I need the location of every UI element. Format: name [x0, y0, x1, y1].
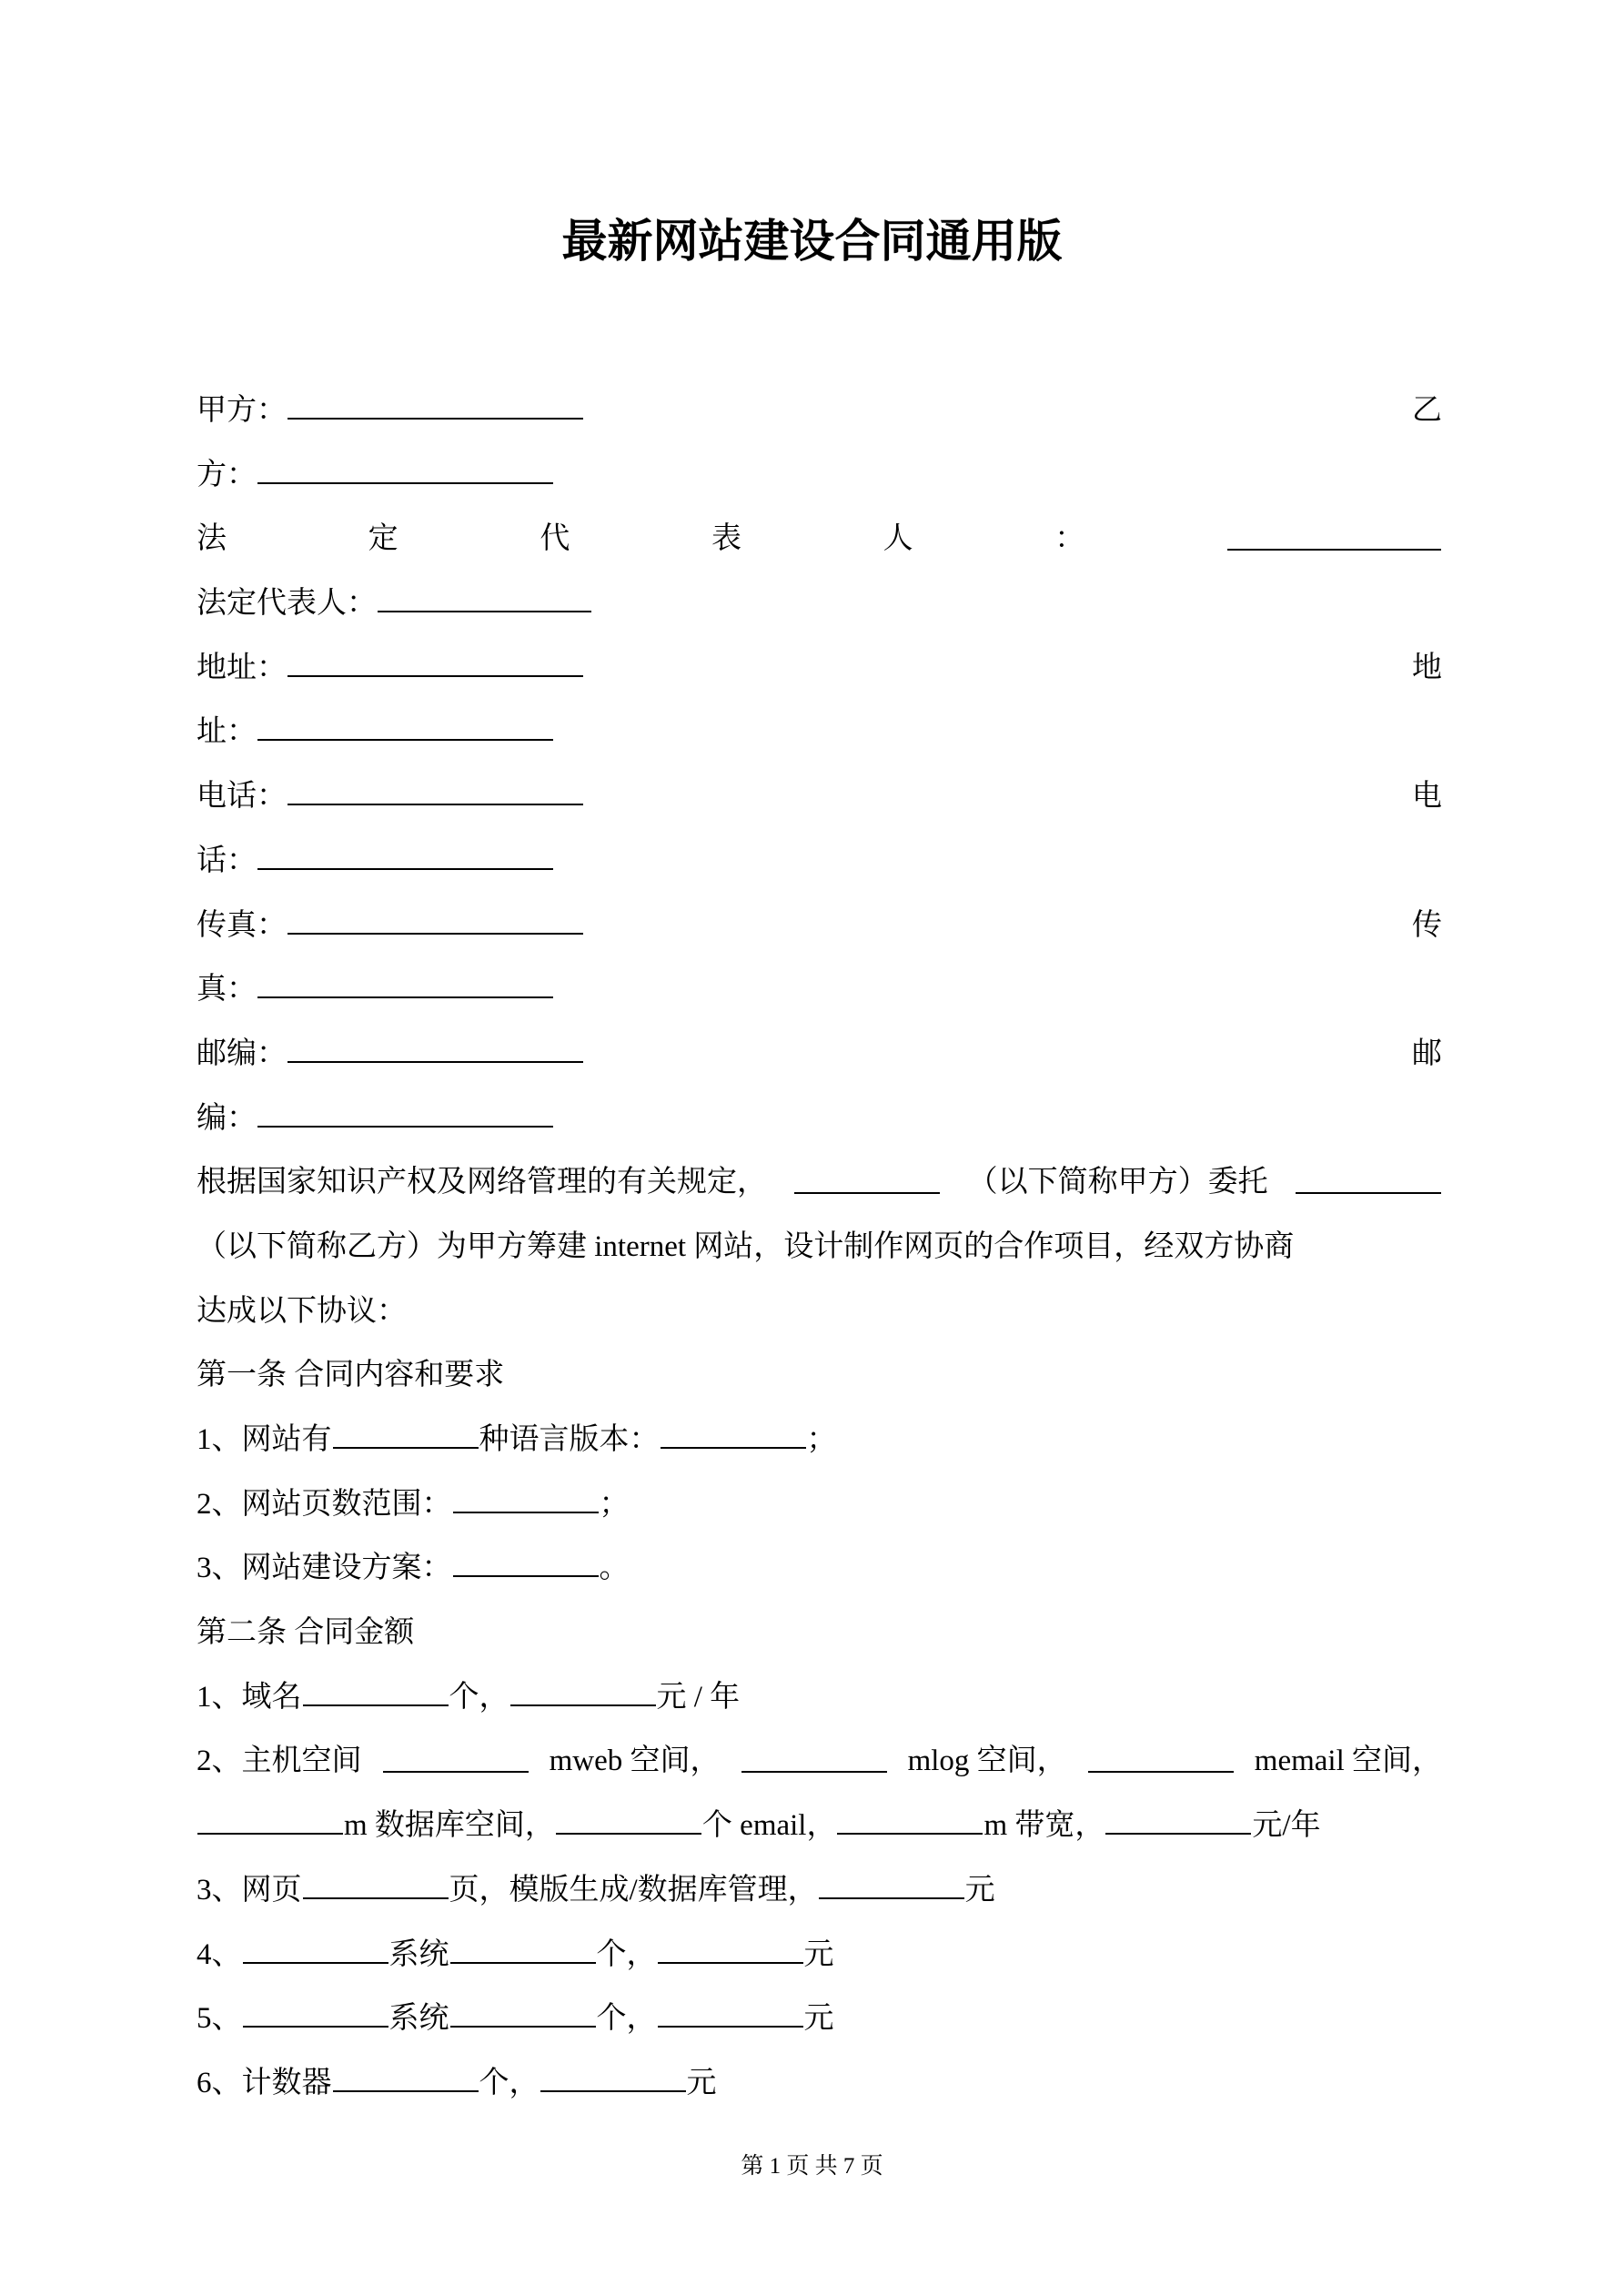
- text-line: [197, 829, 1442, 894]
- text-segment: 系统: [388, 2002, 449, 2036]
- fill-in-blank: [658, 1942, 803, 1964]
- text-segment: 地: [1412, 651, 1442, 684]
- text-segment: 表: [711, 522, 741, 556]
- line-content: [197, 571, 592, 636]
- text-segment: 乙: [1412, 394, 1442, 427]
- text-segment: （以下简称乙方）为甲方筹建 internet 网站，设计制作网页的合作项目，经双方协商: [197, 1229, 1295, 1263]
- fill-in-blank: [540, 2070, 686, 2092]
- fill-in-blank: [658, 2006, 803, 2028]
- fill-in-blank: [257, 976, 553, 998]
- line-content: [197, 636, 584, 701]
- text-segment: 根据国家知识产权及网络管理的有关规定，: [197, 1166, 767, 1199]
- text-segment: 话：: [197, 844, 257, 877]
- fill-in-blank: [453, 1555, 599, 1577]
- fill-in-blank: [243, 2006, 388, 2028]
- fill-in-blank: [303, 1684, 449, 1706]
- text-segment: 个，: [449, 1680, 509, 1714]
- fill-in-blank: [333, 1427, 479, 1449]
- fill-in-blank: [383, 1751, 529, 1773]
- text-line: [197, 443, 1442, 508]
- text-segment: 种语言版本：: [479, 1423, 660, 1456]
- text-line: [197, 700, 1442, 764]
- text-line: [197, 507, 1442, 571]
- fill-in-blank: [257, 719, 553, 741]
- text-segment: 编：: [197, 1101, 257, 1135]
- contract-body: [197, 379, 1442, 2116]
- text-segment: m 数据库空间，: [344, 1809, 555, 1843]
- text-segment: 个，: [596, 1937, 657, 1971]
- line-content: [197, 1408, 837, 1472]
- text-segment: 元: [803, 1937, 834, 1971]
- fill-in-blank: [257, 848, 553, 870]
- text-segment: memail 空间，: [1254, 1745, 1442, 1778]
- text-line: [197, 1794, 1442, 1858]
- text-segment: m 带宽，: [983, 1809, 1105, 1843]
- text-segment: 地址：: [197, 651, 287, 684]
- text-segment: 第二条 合同金额: [197, 1616, 415, 1650]
- text-segment: 达成以下协议：: [197, 1294, 407, 1328]
- text-line: [197, 1858, 1442, 1923]
- text-segment: ；: [599, 1487, 630, 1521]
- text-line: [197, 1150, 1442, 1215]
- text-line: [197, 1923, 1442, 1988]
- fill-in-blank: [1105, 1813, 1251, 1835]
- text-segment: 元: [803, 2002, 834, 2036]
- fill-in-blank: [1296, 1172, 1441, 1194]
- text-segment: 个，: [479, 2066, 540, 2099]
- fill-in-blank: [303, 1877, 449, 1899]
- line-content: [197, 379, 584, 443]
- fill-in-blank: [510, 1684, 656, 1706]
- text-segment: 1、域名: [197, 1680, 302, 1714]
- fill-in-blank: [819, 1877, 964, 1899]
- text-segment: 3、网站建设方案：: [197, 1552, 452, 1585]
- fill-in-blank: [257, 462, 553, 484]
- fill-in-blank: [794, 1172, 940, 1194]
- text-segment: 邮: [1412, 1037, 1442, 1070]
- text-segment: ；: [806, 1423, 837, 1456]
- text-segment: 1、网站有: [197, 1423, 332, 1456]
- text-segment: 定: [368, 522, 398, 556]
- text-line: [197, 571, 1442, 636]
- text-line: [197, 636, 1442, 701]
- text-segment: mlog 空间，: [907, 1745, 1067, 1778]
- text-segment: 电话：: [197, 780, 287, 814]
- fill-in-blank: [837, 1813, 983, 1835]
- document-title: 最新网站建设合同通用版: [561, 216, 1063, 267]
- line-content: [197, 1279, 407, 1344]
- fill-in-blank: [1088, 1751, 1234, 1773]
- fill-in-blank: [1227, 529, 1441, 551]
- text-segment: 第一条 合同内容和要求: [197, 1359, 505, 1392]
- text-line: [197, 1601, 1442, 1665]
- text-line: [197, 764, 1442, 829]
- text-segment: （以下简称甲方）委托: [967, 1166, 1268, 1199]
- fill-in-blank: [287, 655, 583, 677]
- fill-in-blank: [453, 1492, 599, 1513]
- line-content: [197, 1087, 554, 1151]
- text-segment: 传: [1412, 908, 1442, 942]
- text-line: [197, 1729, 1442, 1794]
- text-segment: 系统: [388, 1937, 449, 1971]
- text-segment: 5、: [197, 2002, 242, 2036]
- text-line: [197, 1022, 1442, 1087]
- fill-in-blank: [333, 2070, 479, 2092]
- text-line: [197, 957, 1442, 1022]
- line-content: [197, 829, 554, 894]
- fill-in-blank: [287, 913, 583, 935]
- line-content: [197, 2051, 717, 2116]
- fill-in-blank: [450, 2006, 596, 2028]
- line-content: [197, 1536, 630, 1601]
- fill-in-blank: [287, 398, 583, 420]
- text-line: [197, 1536, 1442, 1601]
- line-content: [197, 764, 584, 829]
- line-content: [197, 1022, 584, 1087]
- text-segment: mweb 空间，: [549, 1745, 721, 1778]
- text-segment: 页，模版生成/数据库管理，: [449, 1873, 818, 1907]
- text-segment: 方：: [197, 458, 257, 491]
- text-line: [197, 2051, 1442, 2116]
- fill-in-blank: [287, 784, 583, 805]
- line-content: [197, 957, 554, 1022]
- text-segment: ：: [1054, 522, 1085, 556]
- text-segment: 4、: [197, 1937, 242, 1971]
- text-segment: 传真：: [197, 908, 287, 942]
- text-segment: 个，: [596, 2002, 657, 2036]
- line-content: [197, 1987, 834, 2051]
- text-line: [197, 1987, 1442, 2051]
- text-segment: 元/年: [1252, 1809, 1321, 1843]
- text-segment: 真：: [197, 973, 257, 1006]
- text-segment: 元: [964, 1873, 995, 1907]
- fill-in-blank: [741, 1751, 887, 1773]
- text-line: [197, 1472, 1442, 1537]
- line-content: [197, 1665, 740, 1730]
- text-line: [197, 1087, 1442, 1151]
- page-footer: 第 1 页 共 7 页: [741, 2154, 883, 2179]
- line-content: [197, 1472, 630, 1537]
- line-content: [197, 443, 554, 508]
- text-line: [197, 1343, 1442, 1408]
- text-line: [197, 894, 1442, 958]
- text-segment: 甲方：: [197, 394, 287, 427]
- text-segment: 6、计数器: [197, 2066, 332, 2099]
- text-line: [197, 379, 1442, 443]
- text-segment: 元: [686, 2066, 717, 2099]
- fill-in-blank: [556, 1813, 701, 1835]
- text-segment: 元 / 年: [656, 1680, 741, 1714]
- line-content: [197, 1343, 504, 1408]
- fill-in-blank: [257, 1106, 553, 1128]
- line-content: [197, 700, 554, 764]
- text-segment: 代: [540, 522, 570, 556]
- text-line: [197, 1279, 1442, 1344]
- line-content: [197, 1923, 834, 1988]
- fill-in-blank: [197, 1813, 343, 1835]
- fill-in-blank: [378, 591, 591, 612]
- text-segment: 个 email，: [701, 1809, 837, 1843]
- text-segment: 。: [599, 1552, 630, 1585]
- line-content: [197, 1794, 1321, 1858]
- line-content: [197, 1601, 414, 1665]
- line-content: [197, 894, 584, 958]
- fill-in-blank: [450, 1942, 596, 1964]
- fill-in-blank: [243, 1942, 388, 1964]
- text-segment: 法: [197, 522, 227, 556]
- fill-in-blank: [287, 1041, 583, 1063]
- text-segment: 3、网页: [197, 1873, 302, 1907]
- text-line: [197, 1215, 1442, 1279]
- text-segment: 邮编：: [197, 1037, 287, 1070]
- text-segment: 法定代表人：: [197, 587, 377, 621]
- text-segment: 址：: [197, 715, 257, 749]
- text-segment: 2、网站页数范围：: [197, 1487, 452, 1521]
- text-segment: 2、主机空间: [197, 1745, 362, 1778]
- text-segment: 人: [883, 522, 913, 556]
- text-line: [197, 1408, 1442, 1472]
- line-content: [197, 1858, 995, 1923]
- text-line: [197, 1665, 1442, 1730]
- text-segment: 电: [1412, 780, 1442, 814]
- fill-in-blank: [661, 1427, 806, 1449]
